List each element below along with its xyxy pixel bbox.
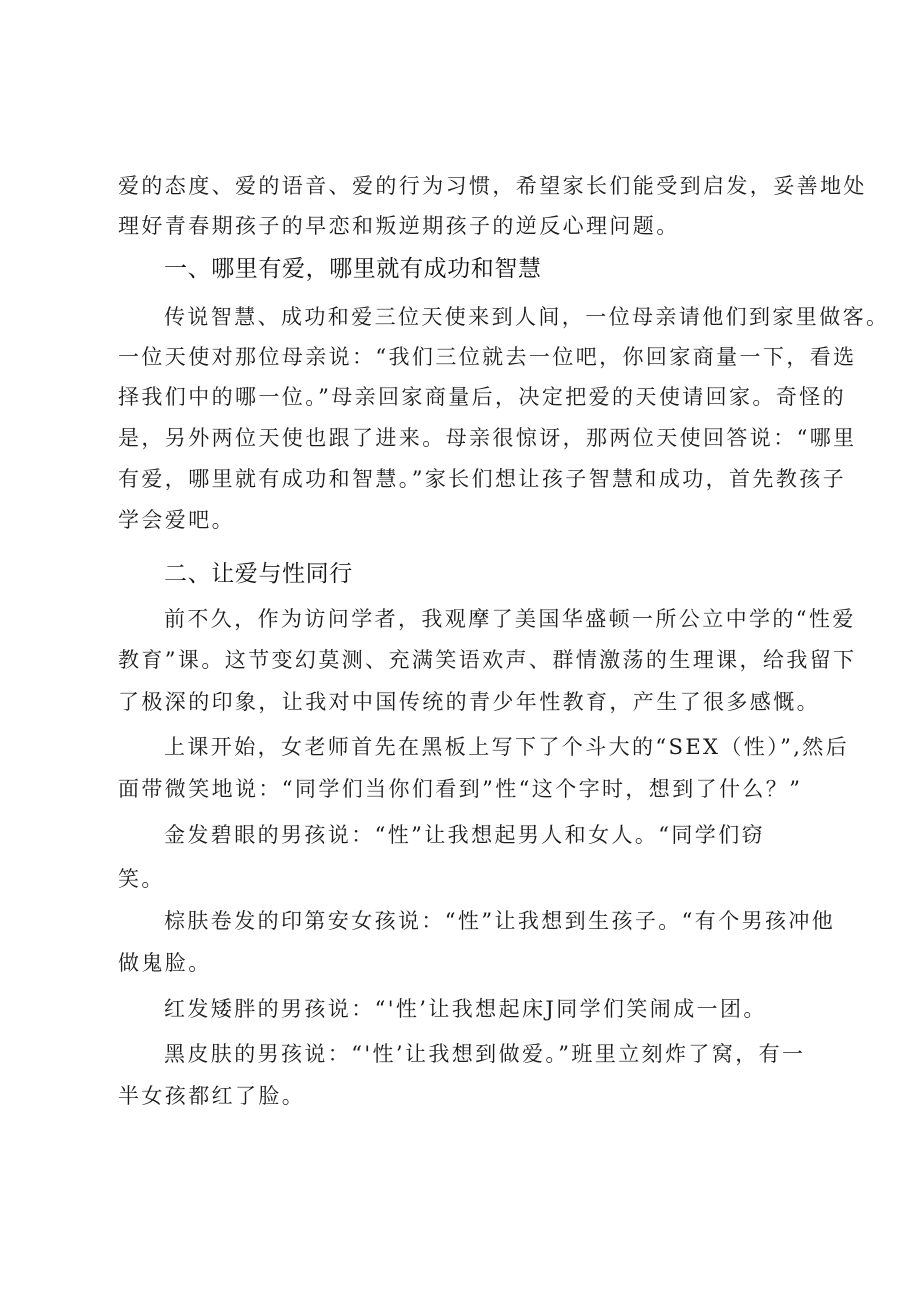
body-text-line: 传说智慧、成功和爱三位天使来到人间，一位母亲请他们到家里做客。 [164, 305, 890, 329]
body-text-line: 棕肤卷发的印第安女孩说：“性”让我想到生孩子。“有个男孩冲他 [164, 909, 836, 933]
body-text-line: 笑。 [118, 867, 165, 891]
body-text-line: 是，另外两位天使也跟了进来。母亲很惊讶，那两位天使回答说：“哪里 [118, 426, 857, 450]
section-heading: 一、哪里有爱，哪里就有成功和智慧 [164, 256, 542, 282]
body-text-line: 一位天使对那位母亲说：“我们三位就去一位吧，你回家商量一下，看选 [118, 345, 857, 369]
body-text-line: 爱的态度、爱的语音、爱的行为习惯，希望家长们能受到启发，妥善地处 [118, 174, 867, 198]
body-text-line: 红发矮胖的男孩说：“'性’让我想起床J同学们笑闹成一团。 [164, 997, 767, 1021]
body-text-line: 学会爱吧。 [118, 508, 235, 532]
body-text-line: 理好青春期孩子的早恋和叛逆期孩子的逆反心理问题。 [118, 214, 680, 238]
body-text-line: 有爱，哪里就有成功和智慧。”家长们想让孩子智慧和成功，首先教孩子 [118, 467, 847, 491]
body-text-line: 做鬼脸。 [118, 951, 212, 975]
body-text-line: 半女孩都红了脸。 [118, 1084, 306, 1108]
body-text-line: 择我们中的哪一位。”母亲回家商量后，决定把爱的天使请回家。奇怪的 [118, 385, 847, 409]
body-text-line: 金发碧眼的男孩说：“性”让我想起男人和女人。“同学们窃 [164, 823, 766, 847]
body-text-line: 黑皮肤的男孩说：“'性’让我想到做爱。”班里立刻炸了窝，有一 [164, 1042, 806, 1066]
body-text-line: 面带微笑地说：“同学们当你们看到”性“这个字时，想到了什么？” [118, 777, 803, 801]
body-text-line: 教育”课。这节变幻莫测、充满笑语欢声、群情激荡的生理课，给我留下 [118, 648, 857, 672]
section-heading: 二、让爱与性同行 [164, 561, 353, 587]
body-text-line: 上课开始，女老师首先在黑板上写下了个斗大的“SEX（性）”,然后 [164, 735, 850, 759]
body-text-line: 前不久，作为访问学者，我观摩了美国华盛顿一所公立中学的“性爱 [164, 607, 856, 631]
body-text-line: 了极深的印象，让我对中国传统的青少年性教育，产生了很多感慨。 [118, 690, 820, 714]
